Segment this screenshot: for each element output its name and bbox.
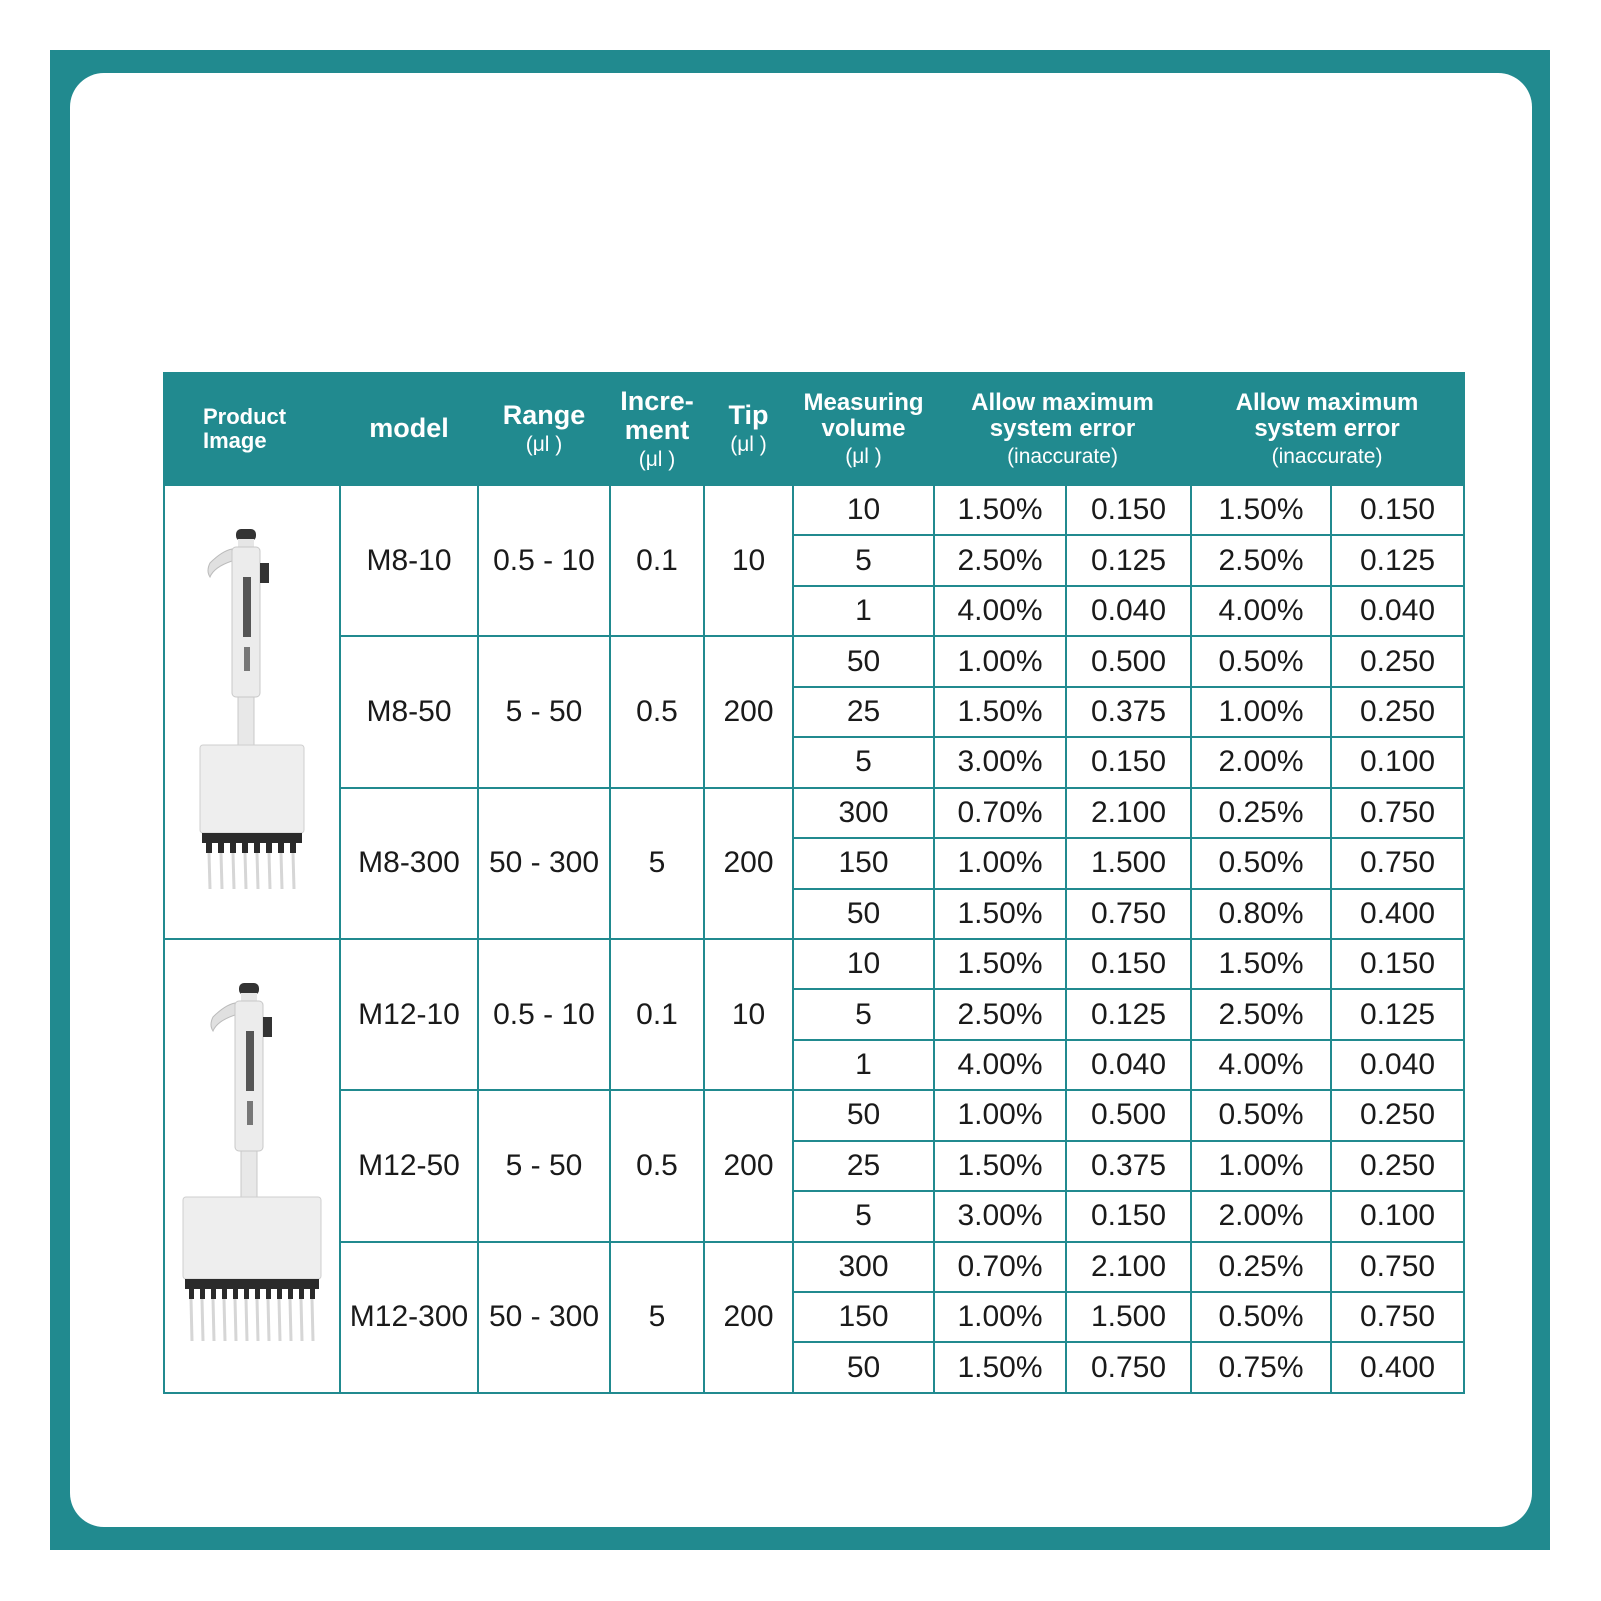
error2-percent-cell: 4.00%: [1191, 1040, 1331, 1090]
error2-value-cell: 0.750: [1331, 838, 1464, 888]
error2-value-cell: 0.250: [1331, 636, 1464, 686]
error2-value-cell: 0.750: [1331, 1292, 1464, 1342]
error2-value-cell: 0.250: [1331, 1090, 1464, 1140]
increment-cell: 0.1: [610, 939, 704, 1090]
error2-value-cell: 0.150: [1331, 939, 1464, 989]
error1-percent-cell: 1.00%: [934, 1090, 1066, 1140]
header-max-error-2-note: (inaccurate): [1271, 444, 1383, 468]
error1-percent-cell: 4.00%: [934, 1040, 1066, 1090]
error1-value-cell: 0.040: [1066, 586, 1191, 636]
error2-percent-cell: 0.25%: [1191, 788, 1331, 838]
header-model-label: model: [369, 413, 449, 444]
tip-cell: 10: [704, 939, 793, 1090]
error2-percent-cell: 1.50%: [1191, 485, 1331, 535]
error1-percent-cell: 1.50%: [934, 485, 1066, 535]
header-increment: [610, 373, 704, 485]
eight-channel-pipette-icon: [192, 527, 312, 897]
measuring-volume-cell: 50: [793, 636, 934, 686]
error1-value-cell: 0.150: [1066, 939, 1191, 989]
error2-percent-cell: 2.50%: [1191, 535, 1331, 585]
error2-value-cell: 0.400: [1331, 1342, 1464, 1393]
measuring-volume-cell: 50: [793, 1090, 934, 1140]
error1-value-cell: 0.500: [1066, 1090, 1191, 1140]
error2-percent-cell: 0.25%: [1191, 1242, 1331, 1292]
header-range-label: Range: [502, 400, 586, 431]
header-measuring-volume-label: Measuring volume: [803, 388, 924, 442]
header-max-error-2: [1191, 373, 1464, 485]
error1-percent-cell: 1.50%: [934, 1342, 1066, 1393]
measuring-volume-cell: 50: [793, 1342, 934, 1393]
tip-cell: 200: [704, 788, 793, 939]
error2-percent-cell: 2.00%: [1191, 737, 1331, 787]
error1-percent-cell: 2.50%: [934, 989, 1066, 1039]
error2-value-cell: 0.750: [1331, 1242, 1464, 1292]
error1-percent-cell: 3.00%: [934, 737, 1066, 787]
header-measuring-volume: [793, 373, 934, 485]
tip-cell: 10: [704, 485, 793, 636]
error1-percent-cell: 2.50%: [934, 535, 1066, 585]
model-cell: M8-10: [340, 485, 478, 636]
error2-percent-cell: 0.50%: [1191, 1090, 1331, 1140]
measuring-volume-cell: 5: [793, 737, 934, 787]
error1-value-cell: 0.500: [1066, 636, 1191, 686]
table-row: [164, 1242, 1464, 1292]
header-product-image: Product Image: [164, 373, 340, 485]
error1-value-cell: 1.500: [1066, 1292, 1191, 1342]
error2-percent-cell: 1.00%: [1191, 1141, 1331, 1191]
tip-cell: 200: [704, 1242, 793, 1393]
model-cell: M12-50: [340, 1090, 478, 1241]
error1-value-cell: 0.125: [1066, 535, 1191, 585]
range-cell: 5 - 50: [478, 636, 610, 787]
range-cell: 5 - 50: [478, 1090, 610, 1241]
measuring-volume-cell: 5: [793, 989, 934, 1039]
model-cell: M12-300: [340, 1242, 478, 1393]
error1-percent-cell: 0.70%: [934, 788, 1066, 838]
error1-percent-cell: 3.00%: [934, 1191, 1066, 1241]
error2-percent-cell: 1.00%: [1191, 687, 1331, 737]
error2-value-cell: 0.750: [1331, 788, 1464, 838]
measuring-volume-cell: 300: [793, 788, 934, 838]
measuring-volume-cell: 1: [793, 586, 934, 636]
error1-percent-cell: 1.50%: [934, 939, 1066, 989]
pipette-spec-table: [163, 372, 1465, 1394]
error1-percent-cell: 1.00%: [934, 838, 1066, 888]
error2-value-cell: 0.125: [1331, 989, 1464, 1039]
header-range: [478, 373, 610, 485]
header-range-unit: (μl ): [525, 433, 563, 457]
table-row: [164, 1090, 1464, 1140]
table-row: [164, 636, 1464, 686]
model-cell: M8-300: [340, 788, 478, 939]
error2-percent-cell: 0.50%: [1191, 636, 1331, 686]
model-cell: M8-50: [340, 636, 478, 787]
measuring-volume-cell: 25: [793, 1141, 934, 1191]
increment-cell: 0.5: [610, 636, 704, 787]
header-model: [340, 373, 478, 485]
error2-value-cell: 0.125: [1331, 535, 1464, 585]
model-cell: M12-10: [340, 939, 478, 1090]
header-increment-label: Incre- ment: [620, 385, 694, 445]
error1-value-cell: 0.150: [1066, 1191, 1191, 1241]
header-tip-label: Tip: [728, 400, 769, 431]
error2-value-cell: 0.400: [1331, 889, 1464, 939]
error1-value-cell: 0.040: [1066, 1040, 1191, 1090]
error1-percent-cell: 4.00%: [934, 586, 1066, 636]
error1-percent-cell: 1.00%: [934, 636, 1066, 686]
error2-percent-cell: 0.50%: [1191, 1292, 1331, 1342]
error1-value-cell: 0.150: [1066, 485, 1191, 535]
error2-value-cell: 0.100: [1331, 1191, 1464, 1241]
product-image-cell: [164, 485, 340, 939]
error1-value-cell: 2.100: [1066, 788, 1191, 838]
error2-percent-cell: 2.00%: [1191, 1191, 1331, 1241]
table-row: [164, 939, 1464, 989]
error2-percent-cell: 0.75%: [1191, 1342, 1331, 1393]
error1-value-cell: 0.150: [1066, 737, 1191, 787]
error1-percent-cell: 0.70%: [934, 1242, 1066, 1292]
error1-value-cell: 0.375: [1066, 687, 1191, 737]
increment-cell: 5: [610, 1242, 704, 1393]
header-max-error-1-note: (inaccurate): [1007, 444, 1118, 468]
header-tip: [704, 373, 793, 485]
error1-percent-cell: 1.50%: [934, 687, 1066, 737]
error2-value-cell: 0.250: [1331, 687, 1464, 737]
error2-percent-cell: 1.50%: [1191, 939, 1331, 989]
measuring-volume-cell: 10: [793, 485, 934, 535]
measuring-volume-cell: 5: [793, 535, 934, 585]
measuring-volume-cell: 50: [793, 889, 934, 939]
error1-value-cell: 0.750: [1066, 889, 1191, 939]
error2-percent-cell: 2.50%: [1191, 989, 1331, 1039]
twelve-channel-pipette-icon: [177, 981, 327, 1351]
error1-percent-cell: 1.00%: [934, 1292, 1066, 1342]
measuring-volume-cell: 300: [793, 1242, 934, 1292]
increment-cell: 5: [610, 788, 704, 939]
error1-value-cell: 0.375: [1066, 1141, 1191, 1191]
table-header-row: [164, 373, 1464, 485]
range-cell: 0.5 - 10: [478, 485, 610, 636]
error1-value-cell: 1.500: [1066, 838, 1191, 888]
tip-cell: 200: [704, 1090, 793, 1241]
error2-percent-cell: 0.80%: [1191, 889, 1331, 939]
table-row: [164, 485, 1464, 535]
measuring-volume-cell: 10: [793, 939, 934, 989]
header-measuring-volume-unit: (μl ): [845, 444, 882, 468]
error2-value-cell: 0.040: [1331, 1040, 1464, 1090]
product-image-cell: [164, 939, 340, 1393]
range-cell: 50 - 300: [478, 1242, 610, 1393]
error1-percent-cell: 1.50%: [934, 1141, 1066, 1191]
error2-percent-cell: 4.00%: [1191, 586, 1331, 636]
range-cell: 0.5 - 10: [478, 939, 610, 1090]
error2-value-cell: 0.040: [1331, 586, 1464, 636]
increment-cell: 0.1: [610, 485, 704, 636]
header-max-error-1-label: Allow maximum system error: [971, 388, 1154, 442]
error2-value-cell: 0.250: [1331, 1141, 1464, 1191]
range-cell: 50 - 300: [478, 788, 610, 939]
table-body: [164, 485, 1464, 1393]
measuring-volume-cell: 5: [793, 1191, 934, 1241]
tip-cell: 200: [704, 636, 793, 787]
error1-value-cell: 2.100: [1066, 1242, 1191, 1292]
increment-cell: 0.5: [610, 1090, 704, 1241]
error1-percent-cell: 1.50%: [934, 889, 1066, 939]
header-max-error-2-label: Allow maximum system error: [1235, 388, 1419, 442]
header-max-error-1: [934, 373, 1191, 485]
error1-value-cell: 0.125: [1066, 989, 1191, 1039]
measuring-volume-cell: 25: [793, 687, 934, 737]
header-tip-unit: (μl ): [730, 433, 767, 457]
table-row: [164, 788, 1464, 838]
measuring-volume-cell: 1: [793, 1040, 934, 1090]
measuring-volume-cell: 150: [793, 838, 934, 888]
error2-value-cell: 0.150: [1331, 485, 1464, 535]
header-increment-unit: (μl ): [638, 447, 676, 471]
error2-value-cell: 0.100: [1331, 737, 1464, 787]
error2-percent-cell: 0.50%: [1191, 838, 1331, 888]
error1-value-cell: 0.750: [1066, 1342, 1191, 1393]
measuring-volume-cell: 150: [793, 1292, 934, 1342]
